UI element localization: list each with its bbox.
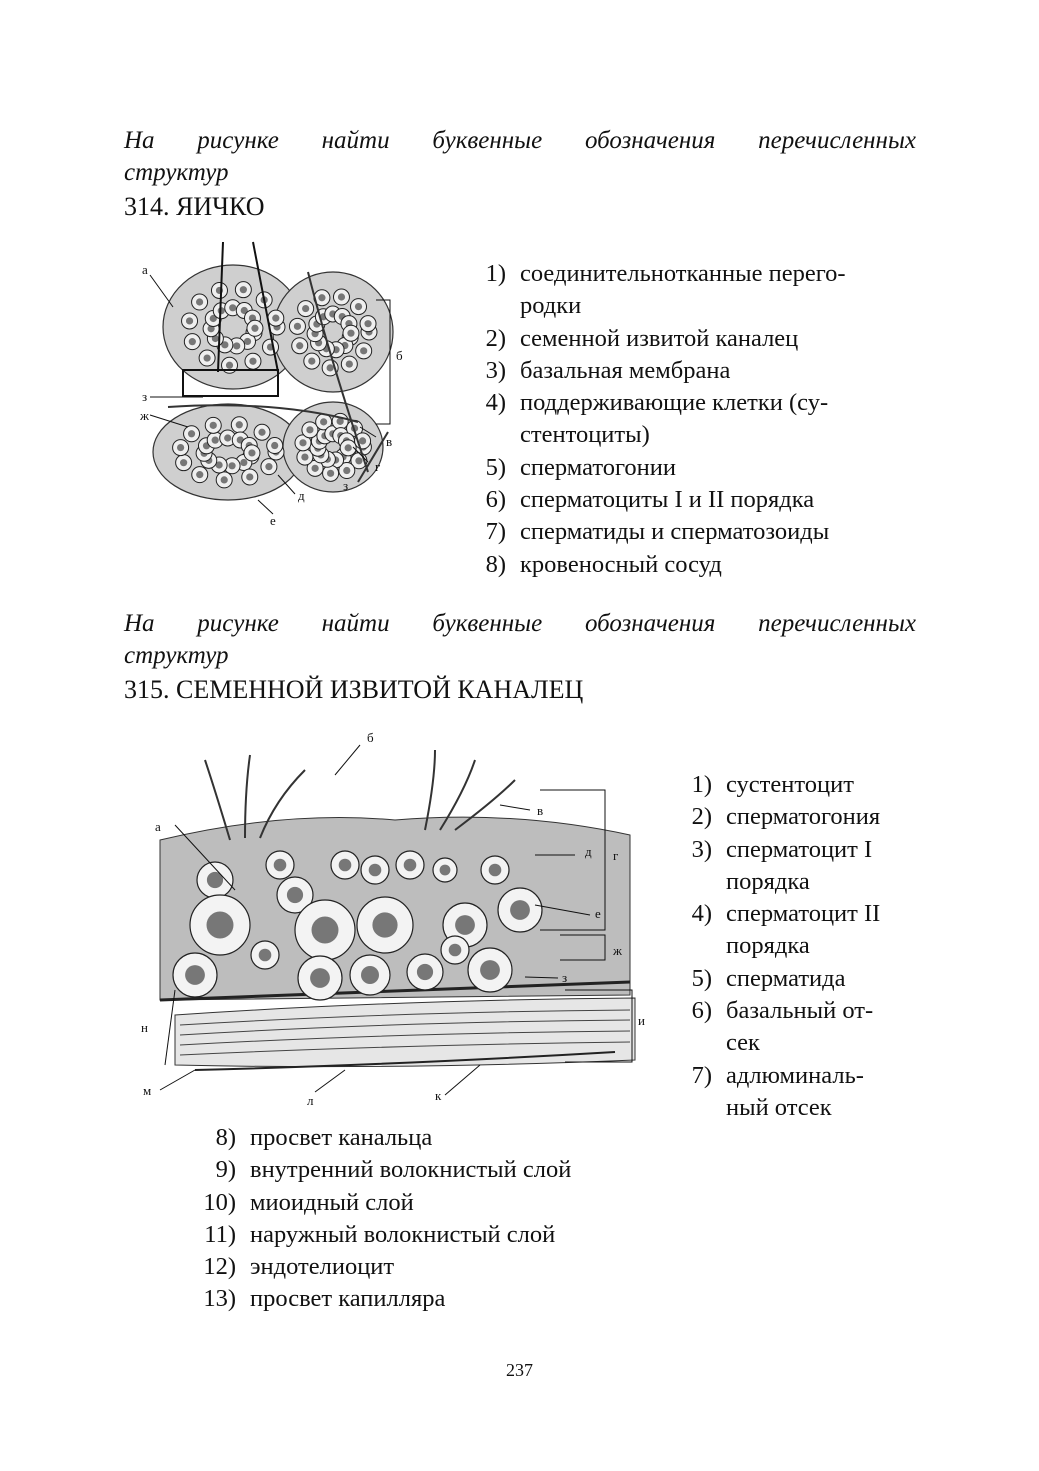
cell-nucleus [480,960,500,980]
list-item-number: 8) [485,550,506,578]
cell-nucleus [188,430,195,437]
list-item-number: 2) [485,324,506,352]
cell-nucleus [361,966,379,984]
list-item-number: 7) [485,518,506,546]
fig314-label-g: г [375,459,381,474]
cell-nucleus [212,437,219,444]
cell-nucleus [318,294,325,301]
list-item [668,1027,880,1059]
heading-315: 315. СЕМЕННОЙ ИЗВИТОЙ КАНАЛЕЦ [124,675,584,704]
fig314-label-e: е [270,513,276,528]
list-item-number: 3) [485,356,506,384]
cell-nucleus [355,457,362,464]
cell-nucleus [372,912,397,937]
fig315-label-n: н [141,1020,148,1035]
list-item [462,355,846,387]
list-item [668,866,880,898]
list-item [192,1122,571,1154]
list-item-text: сек [726,1029,760,1057]
cell-nucleus [310,968,330,988]
fig314-label-zh: ж [140,408,149,423]
cell-nucleus [343,467,350,474]
list-item-text: адлюминаль- [726,1061,864,1089]
list-item-number: 6) [485,486,506,514]
cell-nucleus [327,364,334,371]
fig314-label-z: з [142,389,148,404]
fig315-label-z: з [562,970,568,985]
list-item [668,995,880,1027]
list-item-text: наружный волокнистый слой [250,1220,556,1248]
list-item-number: 9) [215,1156,236,1184]
cell-nucleus [306,426,313,433]
list-item-text: просвет капилляра [250,1285,446,1313]
list-item [462,419,846,451]
list-item-text: просвет канальца [250,1124,433,1151]
cell-nucleus [249,358,256,365]
list-item-text: сперматоциты I и II порядка [520,486,815,514]
list-item [668,834,880,866]
cell-nucleus [294,323,301,330]
testis-figure [128,232,428,532]
list-item [668,769,880,801]
fig315-label-m: м [143,1083,152,1098]
list-item [462,323,846,355]
list-item-text: сперматоцит II [726,900,881,928]
fig315-label-a: а [155,819,161,834]
cell-nucleus [185,965,205,985]
list-item-text: эндотелиоцит [250,1253,395,1281]
cell-nucleus [221,476,228,483]
list-item [192,1251,571,1283]
cell-nucleus [296,342,303,349]
list-item [462,258,846,290]
cell-nucleus [308,358,315,365]
fig314-label-v: в [386,434,393,449]
list-item-text: ный отсек [726,1093,832,1121]
cell-nucleus [246,473,253,480]
list-item-text: базальная мембрана [520,356,731,384]
list-item-text: порядка [726,932,810,960]
heading-314: 314. ЯИЧКО [124,192,265,221]
cell-nucleus [226,362,233,369]
cell-nucleus [312,465,319,472]
cell-nucleus [228,462,235,469]
list-item-text: миоидный слой [250,1188,414,1216]
list-item [192,1154,571,1186]
list-item-text: стентоциты) [520,421,650,449]
instruction-315-cont: структур [124,642,229,669]
cell-nucleus [204,354,211,361]
list-item-text: сперматида [726,964,846,992]
instruction-315: На рисунке найти буквенные обозначения перечисленных [124,610,916,637]
cell-nucleus [274,859,287,872]
instruction-314-cont: структур [124,159,229,186]
list-item-number: 5) [691,964,712,992]
cell-nucleus [258,429,265,436]
cell-nucleus [489,864,502,877]
fig315-label-v: в [537,803,544,818]
cell-nucleus [259,949,272,962]
list-item [192,1219,571,1251]
list-item-text: кровеносный сосуд [520,550,722,578]
cell-nucleus [240,286,247,293]
cell-nucleus [224,434,231,441]
fig315-label-l: л [307,1093,314,1108]
cell-nucleus [189,338,196,345]
cell-nucleus [271,442,278,449]
list-item-text: сперматиды и сперматозоиды [520,518,830,546]
list-item-number: 8) [215,1124,236,1151]
cell-nucleus [338,293,345,300]
list-item-number: 13) [203,1285,236,1313]
list-315-bottom [192,1122,571,1316]
list-item-number: 7) [691,1061,712,1089]
fig314-label-b: б [396,348,403,363]
cell-nucleus [440,865,451,876]
list-item-number: 12) [203,1253,236,1281]
list-item [668,801,880,833]
cell-nucleus [347,330,354,337]
list-item-number: 4) [485,389,506,417]
list-item-text: поддерживающие клетки (су- [520,389,829,417]
cell-nucleus [417,964,433,980]
list-item-number: 1) [691,771,712,798]
list-item [462,549,846,581]
fig315-label-k: к [435,1088,442,1103]
cell-nucleus [207,912,234,939]
list-item [462,484,846,516]
list-item [668,1060,880,1092]
cell-nucleus [345,444,352,451]
cell-nucleus [265,463,272,470]
seminiferous-tubule-figure [135,720,655,1110]
fig314-label-a: а [142,262,148,277]
cell-nucleus [251,325,258,332]
list-item-number: 11) [204,1220,236,1248]
list-item-number: 5) [485,453,506,481]
cell-nucleus [229,304,236,311]
cell-nucleus [327,470,334,477]
list-item [462,290,846,322]
list-item-number: 6) [691,997,712,1025]
list-item [668,963,880,995]
page-number: 237 [506,1360,533,1380]
list-item-number: 10) [203,1188,236,1216]
cell-nucleus [233,342,240,349]
list-item [668,898,880,930]
fig315-label-e: е [595,906,601,921]
list-item-text: сперматогония [726,803,881,831]
cell-nucleus [301,453,308,460]
list-item [192,1283,571,1315]
cell-nucleus [346,360,353,367]
cell-nucleus [196,471,203,478]
list-item-number: 1) [485,260,506,287]
list-item [668,930,880,962]
cell-nucleus [359,437,366,444]
fig315-label-b: б [367,730,374,745]
cell-nucleus [240,459,247,466]
cell-nucleus [236,421,243,428]
list-item-text: сустентоцит [726,771,854,798]
list-item-text: семенной извитой каналец [520,324,799,352]
list-item [192,1187,571,1219]
list-item-number: 3) [691,835,712,863]
list-item-text: соединительнотканные перего- [520,260,846,287]
cell-nucleus [355,303,362,310]
list-item [462,452,846,484]
list-item-number: 4) [691,900,712,928]
cell-nucleus [510,900,530,920]
list-item-text: внутренний волокнистый слой [250,1156,572,1184]
fig314-label-z2: з [343,478,349,493]
cell-nucleus [339,859,352,872]
fig315-label-d: д [585,844,592,859]
cell-nucleus [299,439,306,446]
cell-nucleus [302,305,309,312]
list-item-text: базальный от- [726,997,874,1025]
cell-nucleus [404,859,417,872]
cell-nucleus [180,459,187,466]
list-item-text: сперматоцит I [726,835,873,863]
cell-nucleus [320,418,327,425]
cell-nucleus [248,449,255,456]
cell-nucleus [177,444,184,451]
cell-nucleus [449,944,462,957]
cell-nucleus [272,315,279,322]
fig315-label-g: г [613,848,619,863]
list-item [462,516,846,548]
list-item-text: сперматогонии [520,453,676,481]
cell-nucleus [287,887,303,903]
cell-nucleus [186,317,193,324]
cell-nucleus [196,298,203,305]
list-item-text: порядка [726,867,810,895]
cell-nucleus [364,320,371,327]
list-item-text: родки [520,292,582,320]
list-item [462,387,846,419]
cell-nucleus [210,422,217,429]
cell-nucleus [312,917,339,944]
instruction-314: На рисунке найти буквенные обозначения перечисленных [124,127,916,154]
cell-nucleus [369,864,382,877]
fig315-label-zh: ж [613,943,622,958]
list-item-number: 2) [691,803,712,831]
list-315-right [668,769,880,1124]
fig314-label-d: д [298,488,305,503]
cell-nucleus [455,915,475,935]
list-item [668,1092,880,1124]
fig315-label-i: и [638,1013,645,1028]
cell-nucleus [360,347,367,354]
list-314 [462,258,846,581]
